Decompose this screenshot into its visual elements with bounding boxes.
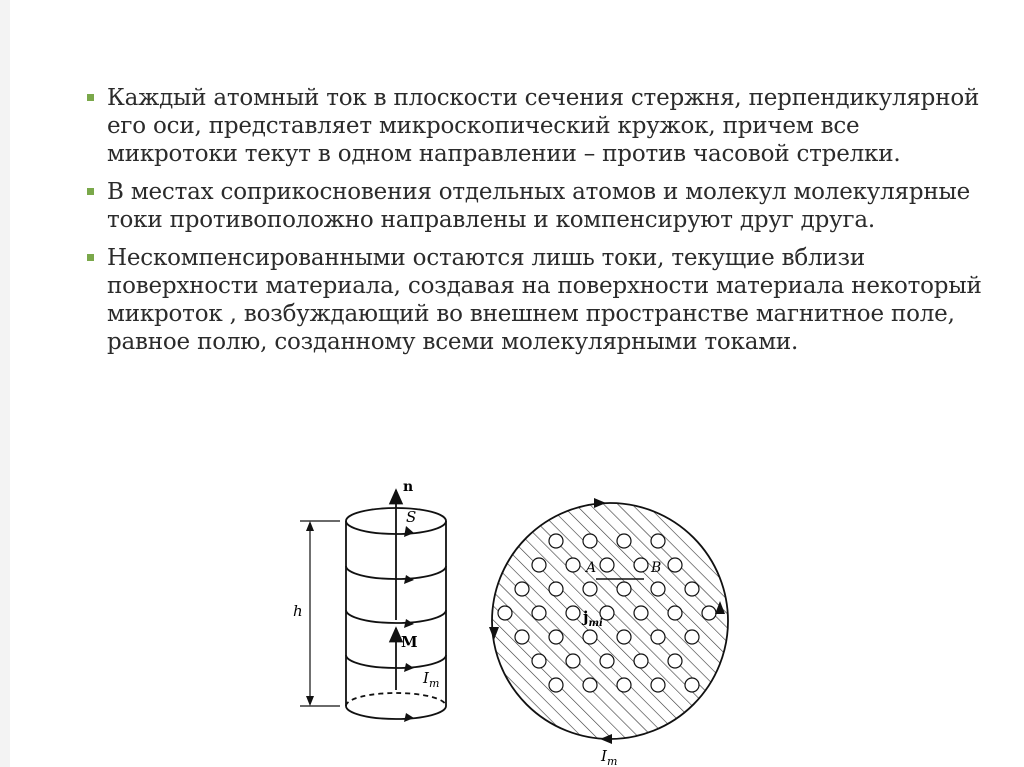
molecular-current-circle [634,558,648,572]
molecular-current-circle [583,678,597,692]
molecular-current-circle [617,534,631,548]
cylinder-bottom-hidden-arc [346,693,446,706]
molecular-current-circle [566,654,580,668]
molecular-current-circle [532,558,546,572]
molecular-current-circle [498,606,512,620]
molecular-current-circle [583,582,597,596]
molecular-current-circle [532,654,546,668]
molecular-current-circle [600,654,614,668]
molecular-current-circle [651,678,665,692]
dim-arrow-icon [306,521,314,531]
molecular-current-circle [634,654,648,668]
molecular-current-circle [651,582,665,596]
label-jmi: $j_{mi}$ [583,608,603,629]
label-A: A [586,560,597,576]
molecular-current-circle [685,630,699,644]
molecular-current-circle [617,582,631,596]
cylinder-diagram [300,490,446,722]
molecular-current-circle [634,606,648,620]
current-arrow-icon [404,619,414,628]
hatched-section [492,503,728,739]
label-h: h [293,602,303,620]
molecular-current-circle [549,582,563,596]
bullet-text: Каждый атомный ток в плоскости сечения стержня, перпендикулярной его оси, представляет микроскопический кружок, причем все микротоки текут в одном направлении – против часовой стрелки. [107,85,980,167]
cylinder-bottom-arc [346,706,446,719]
label-B: B [651,560,662,576]
molecular-current-circle [532,606,546,620]
molecular-current-circle [566,558,580,572]
label-n: n [403,479,414,495]
molecular-current-circle [668,654,682,668]
molecular-current-circle [668,606,682,620]
bullet-text: В местах соприкосновения отдельных атомов и молекул молекулярные токи противоположно направлены и компенсируют друг друга. [107,179,971,233]
molecular-current-circle [685,582,699,596]
label-M: M [401,633,418,651]
label-Im: $I_m$ [423,669,440,690]
current-arrow-icon [404,575,414,584]
cross-section-diagram [489,498,728,744]
molecular-current-circle [549,534,563,548]
molecular-current-circle [668,558,682,572]
label-Im-section: $I_m$ [601,747,618,767]
molecular-current-circle [600,558,614,572]
molecular-current-circle [583,534,597,548]
molecular-current-circle [685,678,699,692]
molecular-current-circle [617,630,631,644]
molecular-current-circle [583,630,597,644]
molecular-current-circle [549,630,563,644]
current-arrow-icon [404,526,414,537]
bullet-text: Нескомпенсированными остаются лишь токи, текущие вблизи поверхности материала, создавая на поверхности материала некоторый микроток , возбуждающий во внешнем пространстве магнитное поле, равное полю, созданному всеми молекулярными токами. [107,245,982,355]
molecular-current-circle [566,606,580,620]
molecular-current-circle [515,630,529,644]
molecular-current-circle [702,606,716,620]
molecular-current-circle [651,534,665,548]
current-arrow-icon [404,713,414,722]
molecular-current-circle [617,678,631,692]
current-arrow-icon [404,663,414,672]
molecular-current-circle [651,630,665,644]
dim-arrow-icon [306,696,314,706]
molecular-current-circle [515,582,529,596]
label-S: S [406,508,417,526]
molecular-current-circle [549,678,563,692]
